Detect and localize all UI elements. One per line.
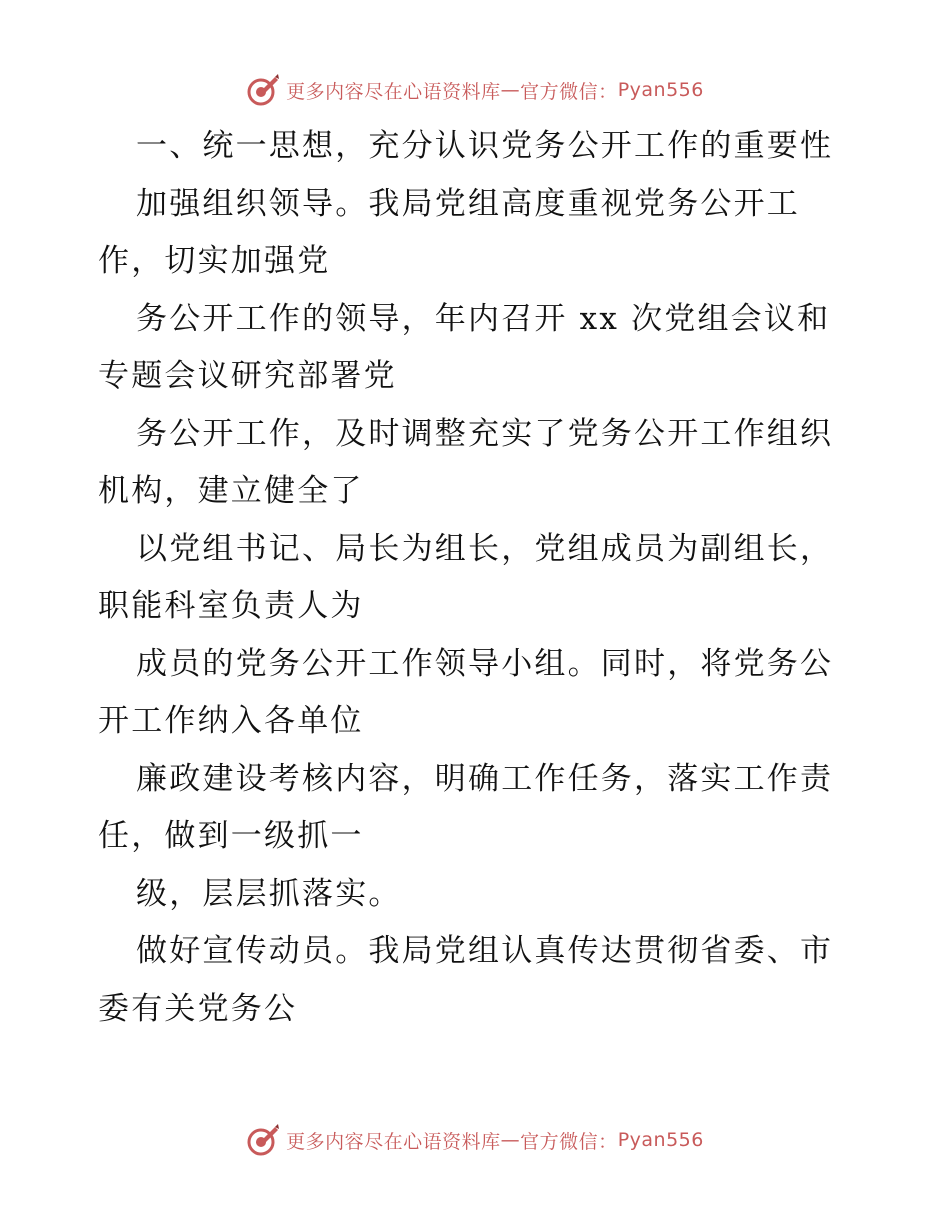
watermark-separator: —: [500, 79, 521, 101]
watermark-separator: —: [500, 1129, 521, 1151]
pen-nib-logo-icon: [246, 1123, 280, 1157]
header-watermark: [0, 70, 950, 110]
paragraph-line: 以党组书记、局长为组长，党组成员为副组长，: [136, 530, 834, 567]
paragraph-line: 成员的党务公开工作领导小组。同时，将党务公: [136, 645, 834, 682]
paragraph-line: 专题会议研究部署党: [98, 358, 397, 394]
watermark-wechat-label: 官方微信：: [520, 80, 618, 103]
paragraph-line: 务公开工作，及时调整充实了党务公开工作组织: [136, 415, 834, 452]
section-heading: 一、统一思想，充分认识党务公开工作的重要性: [136, 128, 834, 164]
paragraph-line: 加强组织领导。我局党组高度重视党务公开工: [136, 185, 800, 222]
watermark-site-text: 更多内容尽在心语资料库: [286, 1130, 501, 1153]
paragraph-line: 廉政建设考核内容，明确工作任务，落实工作责: [136, 760, 834, 797]
paragraph-line: 做好宣传动员。我局党组认真传达贯彻省委、市: [136, 933, 834, 969]
paragraph-line: 务公开工作的领导，年内召开 xx 次党组会议和: [136, 300, 831, 337]
watermark-wechat-id: Pyan556: [617, 1129, 704, 1151]
document-body: [98, 118, 858, 1038]
paragraph-line: 级，层层抓落实。: [136, 875, 402, 912]
watermark-wechat-label: 官方微信：: [520, 1130, 618, 1153]
paragraph-line: 职能科室负责人为: [98, 588, 364, 624]
paragraph-line: 机构，建立健全了: [98, 473, 364, 509]
footer-watermark: [0, 1120, 950, 1160]
paragraph-line: 委有关党务公: [98, 990, 298, 1027]
paragraph-line: 任，做到一级抓一: [98, 818, 364, 854]
paragraph-line: 开工作纳入各单位: [98, 703, 364, 739]
watermark-site-text: 更多内容尽在心语资料库: [286, 80, 501, 103]
paragraph-line: 作，切实加强党: [98, 243, 331, 279]
watermark-wechat-id: Pyan556: [617, 79, 704, 101]
pen-nib-logo-icon: [246, 73, 280, 107]
